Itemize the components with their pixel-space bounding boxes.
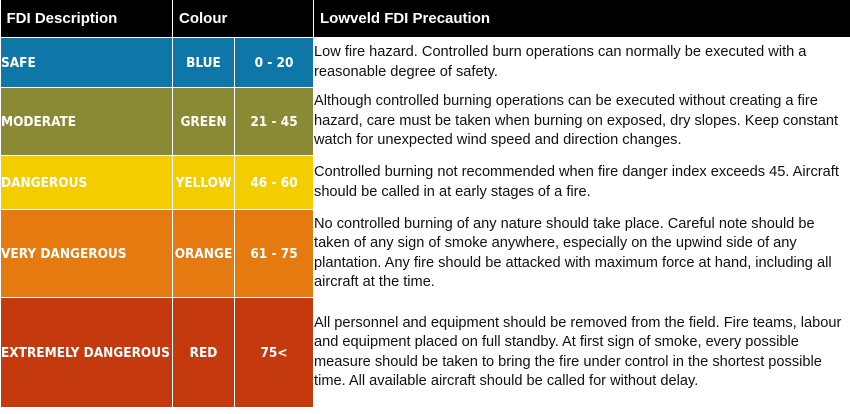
row-safe: [1, 38, 850, 88]
range-cell: 46 - 60: [235, 156, 314, 210]
header-fdi-description: FDI Description: [1, 0, 173, 38]
level-cell: SAFE: [1, 38, 173, 88]
level-cell: EXTREMELY DANGEROUS: [1, 298, 173, 408]
range-cell: 0 - 20: [235, 38, 314, 88]
colour-cell: GREEN: [173, 88, 235, 156]
row-moderate: [1, 88, 850, 156]
colour-cell: ORANGE: [173, 210, 235, 298]
row-very-dangerous: [1, 210, 850, 298]
colour-cell: BLUE: [173, 38, 235, 88]
precaution-text: Low fire hazard. Controlled burn operations can normally be executed with a reasonable degree of safety.: [314, 44, 807, 80]
level-cell: VERY DANGEROUS: [1, 210, 173, 298]
row-dangerous: [1, 156, 850, 210]
colour-cell: YELLOW: [173, 156, 235, 210]
precaution-cell: [314, 210, 850, 298]
precaution-text: Controlled burning not recommended when fire danger index exceeds 45. Aircraft should be called in at early stages of a fire.: [314, 164, 839, 200]
range-cell: 21 - 45: [235, 88, 314, 156]
precaution-cell: [314, 156, 850, 210]
precaution-cell: [314, 38, 850, 88]
range-cell: 75<: [235, 298, 314, 408]
level-cell: DANGEROUS: [1, 156, 173, 210]
header-colour: Colour: [173, 0, 314, 38]
level-cell: MODERATE: [1, 88, 173, 156]
precaution-text: All personnel and equipment should be removed from the field. Fire teams, labour and equipment placed on full standby. At first sign of smoke, every possible measure should be taken to bring the fire under control in the shortest possible time. All available aircraft should be called for without delay.: [314, 314, 842, 389]
precaution-text: No controlled burning of any nature should take place. Careful note should be taken of any sign of smoke anywhere, especially on the upwind side of any plantation. Any fire should be attacked with maximum force at hand, including all aircraft at the time.: [314, 215, 832, 290]
range-cell: 61 - 75: [235, 210, 314, 298]
header-lowveld-fdi-precaution: Lowveld FDI Precaution: [314, 0, 850, 38]
precaution-cell: [314, 298, 850, 408]
header-row: [1, 0, 850, 38]
precaution-text: Although controlled burning operations can be executed without creating a fire hazard, care must be taken when burning on exposed, dry slopes. Keep constant watch for unexpected wind speed and direction changes.: [314, 93, 839, 149]
precaution-cell: [314, 88, 850, 156]
row-extremely-dangerous: [1, 298, 850, 408]
colour-cell: RED: [173, 298, 235, 408]
